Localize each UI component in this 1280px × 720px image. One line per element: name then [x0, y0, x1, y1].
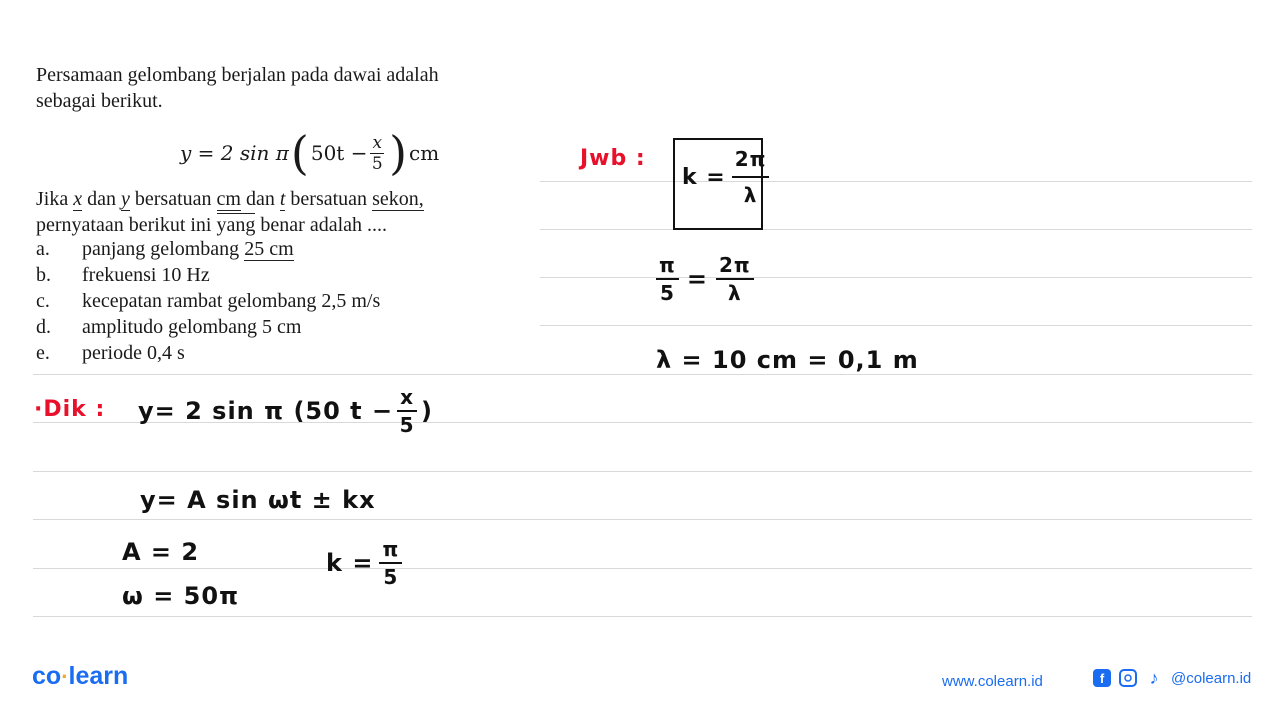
amplitude-eq: A = 2: [122, 538, 200, 566]
option-letter: d.: [36, 316, 51, 338]
option-text: kecepatan rambat gelombang 2,5 m/s: [82, 290, 381, 312]
logo-learn: learn: [68, 662, 129, 690]
q-phrase: pernyataan berikut ini: [36, 214, 212, 236]
q-var-t: t: [279, 188, 286, 210]
ratio-r-num: 2π: [716, 252, 754, 280]
social-handle[interactable]: @colearn.id: [1171, 669, 1252, 687]
equation-unit: cm: [409, 141, 440, 165]
box-fraction: [732, 142, 770, 212]
q-unit-cm: cm: [216, 188, 241, 210]
option-text: panjang gelombang: [82, 238, 240, 260]
option-letter: a.: [36, 238, 50, 260]
logo-co: co: [32, 662, 62, 690]
tiktok-icon[interactable]: ♪: [1149, 667, 1159, 688]
equation-fraction: [370, 133, 384, 174]
box-den: λ: [743, 183, 758, 207]
logo-dot: ·: [61, 664, 69, 689]
option-text: frekuensi 10 Hz: [82, 264, 210, 286]
lambda-result: λ = 10 cm = 0,1 m: [656, 346, 919, 374]
ratio-left: [656, 252, 679, 306]
dik-eq-start: y= 2 sin π (50 t −: [138, 397, 394, 425]
equation-lhs: y = 2 sin π: [180, 141, 289, 165]
ruled-line: [33, 471, 1252, 472]
box-num: 2π: [732, 142, 770, 178]
ruled-line: [540, 229, 1252, 230]
ruled-line: [33, 568, 1252, 569]
dik-frac-num: x: [397, 384, 417, 412]
ruled-line: [540, 181, 1252, 182]
option-letter: b.: [36, 264, 51, 286]
ratio-l-num: π: [656, 252, 679, 280]
social-links: [1093, 669, 1251, 687]
colearn-logo[interactable]: [32, 662, 128, 691]
paren-close: ): [389, 126, 408, 180]
instagram-icon[interactable]: [1119, 669, 1137, 687]
option-b: [36, 264, 210, 287]
q-unit-sekon: sekon,: [372, 188, 424, 210]
q-word: bersatuan: [134, 188, 212, 210]
dik-label: ·Dik :: [34, 397, 106, 422]
q-phrase: adalah ....: [309, 214, 387, 236]
k-num: π: [379, 536, 402, 564]
option-text: periode 0,4 s: [82, 342, 185, 364]
fraction-denominator: 5: [371, 153, 383, 174]
box-lhs: k =: [682, 164, 726, 190]
k-den: 5: [383, 565, 399, 589]
q-word: dan: [87, 188, 116, 210]
ratio-r-den: λ: [727, 281, 742, 305]
k-lhs: k =: [326, 549, 374, 577]
ruled-line: [540, 277, 1252, 278]
dik-fraction: [397, 384, 417, 438]
general-equation: y= A sin ωt ± kx: [140, 486, 376, 514]
omega-eq: ω = 50π: [122, 582, 240, 610]
ratio-l-den: 5: [659, 281, 675, 305]
wave-equation: [180, 126, 440, 180]
q-word-benar: benar: [260, 214, 305, 236]
ratio-equation: [656, 252, 754, 306]
q-var-y: y: [121, 188, 130, 210]
paren-open: (: [290, 126, 309, 180]
dik-eq-end: ): [421, 397, 433, 425]
ruled-line: [33, 374, 1252, 375]
fraction-numerator: x: [372, 132, 383, 153]
option-letter: c.: [36, 290, 50, 312]
website-link[interactable]: www.colearn.id: [942, 673, 1043, 690]
ratio-eq-sign: =: [686, 265, 708, 293]
option-c: [36, 290, 380, 313]
k-equation: [326, 536, 402, 590]
option-text: amplitudo gelombang 5 cm: [82, 316, 302, 338]
intro-line-2: sebagai berikut.: [36, 90, 163, 112]
option-a: [36, 238, 294, 261]
intro-line-1: Persamaan gelombang berjalan pada dawai adalah: [36, 64, 439, 86]
option-e: [36, 342, 185, 365]
box-formula: [682, 142, 769, 212]
question-text: [36, 186, 556, 238]
facebook-icon[interactable]: f: [1093, 669, 1111, 687]
ratio-right: [716, 252, 754, 306]
q-word-yang: yang: [216, 214, 256, 236]
ruled-line: [33, 519, 1252, 520]
q-word: Jika: [36, 188, 69, 210]
dik-equation: [138, 384, 433, 438]
jwb-label: Jwb :: [580, 146, 646, 171]
problem-intro: [36, 62, 546, 114]
q-word: dan: [245, 188, 275, 210]
option-value: 25 cm: [244, 238, 294, 260]
option-letter: e.: [36, 342, 50, 364]
option-d: [36, 316, 301, 339]
q-word: bersatuan: [290, 188, 368, 210]
q-var-x: x: [73, 188, 83, 210]
dik-frac-den: 5: [399, 413, 415, 437]
equation-term1: 50t −: [310, 141, 368, 165]
ruled-line: [540, 325, 1252, 326]
k-fraction: [379, 536, 402, 590]
ruled-line: [33, 616, 1252, 617]
